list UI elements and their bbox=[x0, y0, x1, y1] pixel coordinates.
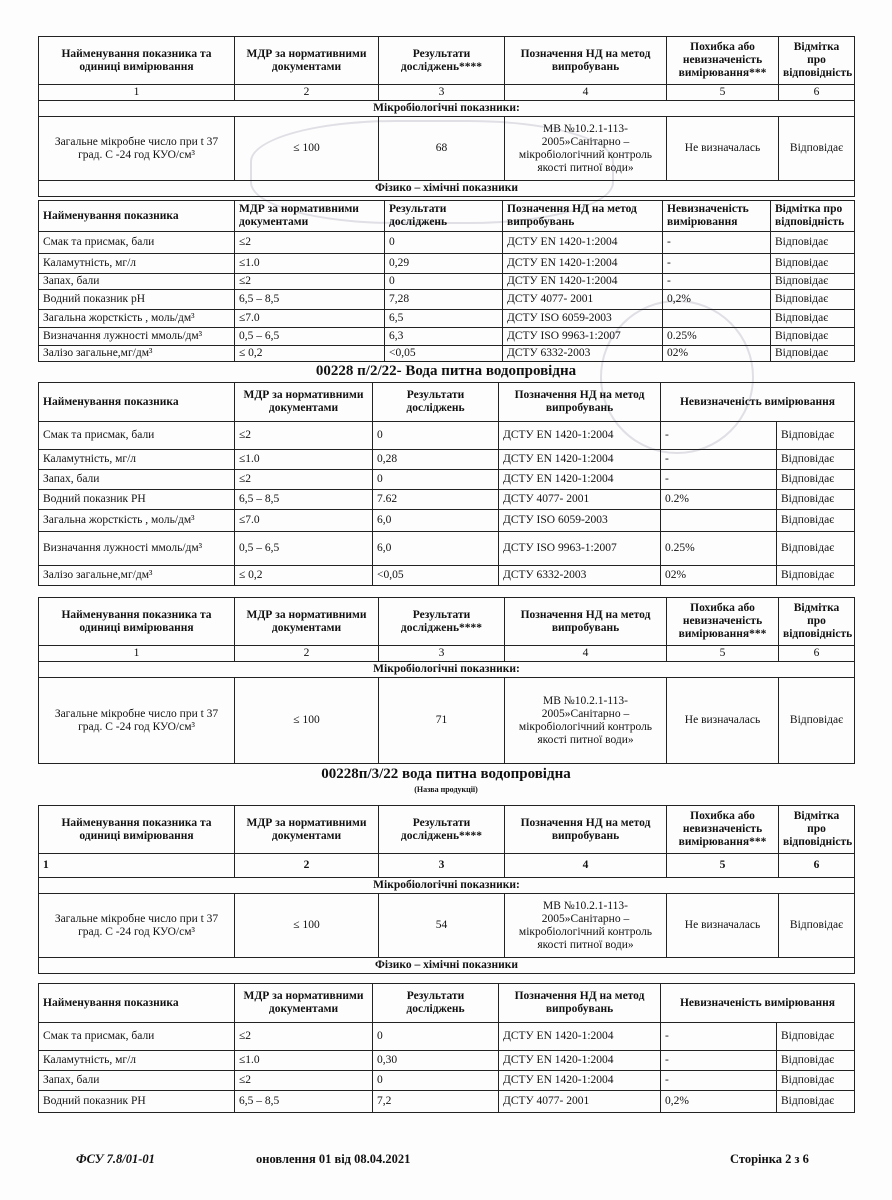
cell-st: Відповідає bbox=[777, 510, 855, 532]
footer-update: оновлення 01 від 08.04.2021 bbox=[256, 1152, 411, 1166]
sample-subtitle: (Назва продукції) bbox=[414, 785, 478, 794]
table-row bbox=[39, 532, 855, 566]
table-row bbox=[39, 450, 855, 470]
micro-name: Загальне мікробне число при t 37 град. С -24 год КУО/см³ bbox=[39, 117, 235, 181]
cell-name: Водний показник рН bbox=[39, 290, 235, 310]
col-header: Найменування показника та одиниці вимірювання bbox=[39, 806, 235, 854]
cell-res: <0,05 bbox=[373, 566, 499, 586]
cell-res: 0,30 bbox=[373, 1051, 499, 1071]
cell-mdr: 6,5 – 8,5 bbox=[235, 490, 373, 510]
micro-mdr: ≤ 100 bbox=[235, 678, 379, 764]
cell-mdr: ≤7.0 bbox=[235, 310, 385, 328]
cell-st: Відповідає bbox=[777, 470, 855, 490]
col-header: Невизначеність вимірювання bbox=[661, 984, 855, 1023]
table-row bbox=[39, 310, 855, 328]
footer-code: ФСУ 7.8/01-01 bbox=[76, 1152, 155, 1166]
sample-title: 00228п/3/22 вода питна водопровідна bbox=[321, 766, 571, 782]
cell-nd: ДСТУ EN 1420-1:2004 bbox=[499, 470, 661, 490]
micro-result: 68 bbox=[379, 117, 505, 181]
cell-nd: ДСТУ EN 1420-1:2004 bbox=[499, 1071, 661, 1091]
cell-nd: ДСТУ 6332-2003 bbox=[503, 346, 663, 362]
cell-st: Відповідає bbox=[771, 290, 855, 310]
cell-st: Відповідає bbox=[771, 254, 855, 274]
table-row bbox=[39, 510, 855, 532]
section-title: Мікробіологічні показники: bbox=[39, 101, 855, 117]
cell-st: Відповідає bbox=[771, 328, 855, 346]
table-row bbox=[39, 328, 855, 346]
cell-unc: 0,2% bbox=[663, 290, 771, 310]
cell-mdr: 6,5 – 8,5 bbox=[235, 290, 385, 310]
cell-unc: 0,2% bbox=[661, 1091, 777, 1113]
col-header: Найменування показника та одиниці вимірювання bbox=[39, 37, 235, 85]
micro-method: МВ №10.2.1-113-2005»Санітарно – мікробіологічний контроль якості питної води» bbox=[505, 117, 667, 181]
micro-result: 71 bbox=[379, 678, 505, 764]
section-title: Мікробіологічні показники: bbox=[39, 662, 855, 678]
table-row bbox=[39, 290, 855, 310]
physchem-table-2 bbox=[38, 382, 855, 586]
col-header: Позначення НД на метод випробувань bbox=[503, 201, 663, 232]
col-number: 1 bbox=[39, 646, 235, 662]
col-number: 4 bbox=[505, 854, 667, 878]
cell-name: Смак та присмак, бали bbox=[39, 422, 235, 450]
col-header: Невизначеність вимірювання bbox=[661, 383, 855, 422]
cell-st: Відповідає bbox=[771, 346, 855, 362]
cell-nd: ДСТУ EN 1420-1:2004 bbox=[499, 1023, 661, 1051]
physchem-table-1 bbox=[38, 200, 855, 362]
cell-name: Визначання лужності ммоль/дм³ bbox=[39, 328, 235, 346]
cell-st: Відповідає bbox=[771, 310, 855, 328]
table-row bbox=[39, 490, 855, 510]
cell-st: Відповідає bbox=[777, 490, 855, 510]
cell-res: 6,3 bbox=[385, 328, 503, 346]
table-row bbox=[39, 1051, 855, 1071]
cell-unc: - bbox=[661, 1023, 777, 1051]
col-header: Найменування показника bbox=[39, 984, 235, 1023]
cell-st: Відповідає bbox=[777, 422, 855, 450]
cell-nd: ДСТУ ISO 9963-1:2007 bbox=[503, 328, 663, 346]
cell-nd: ДСТУ EN 1420-1:2004 bbox=[503, 232, 663, 254]
cell-st: Відповідає bbox=[777, 1071, 855, 1091]
micro-name: Загальне мікробне число при t 37 град. С -24 год КУО/см³ bbox=[39, 894, 235, 958]
cell-st: Відповідає bbox=[777, 1051, 855, 1071]
col-header: МДР за нормативними документами bbox=[235, 598, 379, 646]
col-number: 5 bbox=[667, 646, 779, 662]
col-header: Позначення НД на метод випробувань bbox=[505, 806, 667, 854]
col-number: 1 bbox=[39, 85, 235, 101]
col-number: 6 bbox=[779, 854, 855, 878]
col-number: 4 bbox=[505, 85, 667, 101]
micro-table-1 bbox=[38, 36, 855, 197]
table-row bbox=[39, 274, 855, 290]
cell-mdr: ≤1.0 bbox=[235, 254, 385, 274]
col-header: МДР за нормативними документами bbox=[235, 383, 373, 422]
cell-nd: ДСТУ 6332-2003 bbox=[499, 566, 661, 586]
col-number: 5 bbox=[667, 85, 779, 101]
cell-mdr: 0,5 – 6,5 bbox=[235, 328, 385, 346]
micro-error: Не визначалась bbox=[667, 678, 779, 764]
micro-result: 54 bbox=[379, 894, 505, 958]
cell-mdr: ≤2 bbox=[235, 232, 385, 254]
cell-nd: ДСТУ EN 1420-1:2004 bbox=[503, 254, 663, 274]
cell-unc: - bbox=[661, 450, 777, 470]
cell-st: Відповідає bbox=[771, 274, 855, 290]
cell-res: <0,05 bbox=[385, 346, 503, 362]
table-body bbox=[39, 1023, 855, 1113]
micro-method: МВ №10.2.1-113-2005»Санітарно – мікробіологічний контроль якості питної води» bbox=[505, 894, 667, 958]
table-row bbox=[39, 254, 855, 274]
micro-method: МВ №10.2.1-113-2005»Санітарно – мікробіологічний контроль якості питної води» bbox=[505, 678, 667, 764]
micro-status: Відповідає bbox=[779, 678, 855, 764]
cell-mdr: ≤ 0,2 bbox=[235, 566, 373, 586]
cell-unc: 0.25% bbox=[661, 532, 777, 566]
col-header: Найменування показника та одиниці вимірювання bbox=[39, 598, 235, 646]
cell-nd: ДСТУ 4077- 2001 bbox=[499, 1091, 661, 1113]
cell-res: 7,28 bbox=[385, 290, 503, 310]
col-header: Позначення НД на метод випробувань bbox=[505, 598, 667, 646]
cell-res: 6,0 bbox=[373, 532, 499, 566]
col-header: Похибка або невизначеність вимірювання*** bbox=[667, 806, 779, 854]
section-title: Фізико – хімічні показники bbox=[39, 958, 855, 974]
cell-unc: 0.2% bbox=[661, 490, 777, 510]
col-header: Позначення НД на метод випробувань bbox=[505, 37, 667, 85]
col-header: Позначення НД на метод випробувань bbox=[499, 383, 661, 422]
col-header: Позначення НД на метод випробувань bbox=[499, 984, 661, 1023]
cell-unc: - bbox=[661, 470, 777, 490]
cell-mdr: ≤2 bbox=[235, 274, 385, 290]
cell-unc: 02% bbox=[663, 346, 771, 362]
table-row bbox=[39, 232, 855, 254]
table-body bbox=[39, 232, 855, 362]
cell-name: Визначання лужності ммоль/дм³ bbox=[39, 532, 235, 566]
cell-unc: - bbox=[663, 232, 771, 254]
cell-mdr: 0,5 – 6,5 bbox=[235, 532, 373, 566]
col-number: 1 bbox=[39, 854, 235, 878]
sample-title: 00228 п/2/22- Вода питна водопровідна bbox=[315, 363, 577, 379]
cell-mdr: ≤1.0 bbox=[235, 450, 373, 470]
cell-name: Каламутність, мг/л bbox=[39, 1051, 235, 1071]
cell-res: 0,28 bbox=[373, 450, 499, 470]
cell-res: 6,5 bbox=[385, 310, 503, 328]
cell-name: Запах, бали bbox=[39, 1071, 235, 1091]
col-header: Відмітка про відповідність bbox=[779, 37, 855, 85]
physchem-table-4 bbox=[38, 983, 855, 1113]
micro-mdr: ≤ 100 bbox=[235, 894, 379, 958]
micro-error: Не визначалась bbox=[667, 117, 779, 181]
col-header: МДР за нормативними документами bbox=[235, 806, 379, 854]
cell-name: Запах, бали bbox=[39, 470, 235, 490]
cell-nd: ДСТУ 4077- 2001 bbox=[503, 290, 663, 310]
col-number: 6 bbox=[779, 646, 855, 662]
col-header: Відмітка про відповідність bbox=[779, 598, 855, 646]
col-number: 3 bbox=[379, 854, 505, 878]
cell-name: Запах, бали bbox=[39, 274, 235, 290]
cell-nd: ДСТУ EN 1420-1:2004 bbox=[499, 422, 661, 450]
cell-unc bbox=[661, 510, 777, 532]
col-number: 5 bbox=[667, 854, 779, 878]
cell-nd: ДСТУ ISO 6059-2003 bbox=[503, 310, 663, 328]
cell-res: 0,29 bbox=[385, 254, 503, 274]
col-number: 2 bbox=[235, 646, 379, 662]
cell-mdr: 6,5 – 8,5 bbox=[235, 1091, 373, 1113]
cell-unc: 02% bbox=[661, 566, 777, 586]
col-header: Відмітка про відповідність bbox=[779, 806, 855, 854]
cell-st: Відповідає bbox=[777, 450, 855, 470]
cell-st: Відповідає bbox=[777, 1091, 855, 1113]
col-number: 2 bbox=[235, 854, 379, 878]
col-header: Найменування показника bbox=[39, 201, 235, 232]
cell-res: 0 bbox=[373, 470, 499, 490]
col-number: 3 bbox=[379, 646, 505, 662]
cell-nd: ДСТУ 4077- 2001 bbox=[499, 490, 661, 510]
cell-unc: - bbox=[661, 1051, 777, 1071]
col-header: Результати досліджень**** bbox=[379, 598, 505, 646]
cell-st: Відповідає bbox=[771, 232, 855, 254]
cell-st: Відповідає bbox=[777, 532, 855, 566]
cell-mdr: ≤ 0,2 bbox=[235, 346, 385, 362]
footer-page: Сторінка 2 з 6 bbox=[730, 1152, 809, 1166]
col-header: Результати досліджень bbox=[373, 984, 499, 1023]
cell-unc: 0.25% bbox=[663, 328, 771, 346]
col-header: Найменування показника bbox=[39, 383, 235, 422]
micro-table-3 bbox=[38, 597, 855, 764]
micro-status: Відповідає bbox=[779, 117, 855, 181]
cell-nd: ДСТУ ISO 6059-2003 bbox=[499, 510, 661, 532]
section-title: Мікробіологічні показники: bbox=[39, 878, 855, 894]
cell-unc: - bbox=[663, 254, 771, 274]
table-row bbox=[39, 1023, 855, 1051]
col-header: Результати досліджень**** bbox=[379, 806, 505, 854]
micro-mdr: ≤ 100 bbox=[235, 117, 379, 181]
table-body bbox=[39, 422, 855, 586]
micro-table-4 bbox=[38, 805, 855, 974]
table-row bbox=[39, 566, 855, 586]
cell-name: Водний показник РН bbox=[39, 1091, 235, 1113]
col-header: Результати досліджень bbox=[385, 201, 503, 232]
cell-mdr: ≤2 bbox=[235, 470, 373, 490]
table-row bbox=[39, 422, 855, 450]
micro-status: Відповідає bbox=[779, 894, 855, 958]
cell-nd: ДСТУ ISO 9963-1:2007 bbox=[499, 532, 661, 566]
col-number: 2 bbox=[235, 85, 379, 101]
section-title: Фізико – хімічні показники bbox=[39, 181, 855, 197]
cell-unc: - bbox=[663, 274, 771, 290]
cell-res: 0 bbox=[373, 1071, 499, 1091]
cell-res: 6,0 bbox=[373, 510, 499, 532]
col-header: Похибка або невизначеність вимірювання*** bbox=[667, 598, 779, 646]
col-number: 6 bbox=[779, 85, 855, 101]
cell-res: 0 bbox=[373, 1023, 499, 1051]
cell-name: Загальна жорсткість , моль/дм³ bbox=[39, 310, 235, 328]
micro-name: Загальне мікробне число при t 37 град. С -24 год КУО/см³ bbox=[39, 678, 235, 764]
cell-unc: - bbox=[661, 1071, 777, 1091]
cell-name: Залізо загальне,мг/дм³ bbox=[39, 346, 235, 362]
table-row bbox=[39, 1091, 855, 1113]
cell-mdr: ≤2 bbox=[235, 1023, 373, 1051]
cell-name: Смак та присмак, бали bbox=[39, 232, 235, 254]
cell-nd: ДСТУ EN 1420-1:2004 bbox=[499, 1051, 661, 1071]
col-header: МДР за нормативними документами bbox=[235, 984, 373, 1023]
micro-error: Не визначалась bbox=[667, 894, 779, 958]
table-row bbox=[39, 470, 855, 490]
col-header: Похибка або невизначеність вимірювання*** bbox=[667, 37, 779, 85]
cell-res: 0 bbox=[385, 274, 503, 290]
table-row bbox=[39, 346, 855, 362]
col-number: 3 bbox=[379, 85, 505, 101]
cell-name: Смак та присмак, бали bbox=[39, 1023, 235, 1051]
cell-res: 0 bbox=[385, 232, 503, 254]
col-number: 4 bbox=[505, 646, 667, 662]
cell-st: Відповідає bbox=[777, 566, 855, 586]
cell-mdr: ≤7.0 bbox=[235, 510, 373, 532]
cell-name: Каламутність, мг/л bbox=[39, 450, 235, 470]
cell-name: Загальна жорсткість , моль/дм³ bbox=[39, 510, 235, 532]
col-header: Відмітка про відповідність bbox=[771, 201, 855, 232]
cell-mdr: ≤1.0 bbox=[235, 1051, 373, 1071]
col-header: Результати досліджень**** bbox=[379, 37, 505, 85]
cell-nd: ДСТУ EN 1420-1:2004 bbox=[499, 450, 661, 470]
col-header: МДР за нормативними документами bbox=[235, 201, 385, 232]
col-header: Невизначеність вимірювання bbox=[663, 201, 771, 232]
cell-unc bbox=[663, 310, 771, 328]
col-header: МДР за нормативними документами bbox=[235, 37, 379, 85]
cell-res: 7,2 bbox=[373, 1091, 499, 1113]
cell-mdr: ≤2 bbox=[235, 1071, 373, 1091]
cell-mdr: ≤2 bbox=[235, 422, 373, 450]
cell-name: Каламутність, мг/л bbox=[39, 254, 235, 274]
col-header: Результати досліджень bbox=[373, 383, 499, 422]
cell-nd: ДСТУ EN 1420-1:2004 bbox=[503, 274, 663, 290]
cell-name: Водний показник РН bbox=[39, 490, 235, 510]
table-row bbox=[39, 1071, 855, 1091]
cell-unc: - bbox=[661, 422, 777, 450]
cell-name: Залізо загальне,мг/дм³ bbox=[39, 566, 235, 586]
cell-st: Відповідає bbox=[777, 1023, 855, 1051]
cell-res: 0 bbox=[373, 422, 499, 450]
cell-res: 7.62 bbox=[373, 490, 499, 510]
